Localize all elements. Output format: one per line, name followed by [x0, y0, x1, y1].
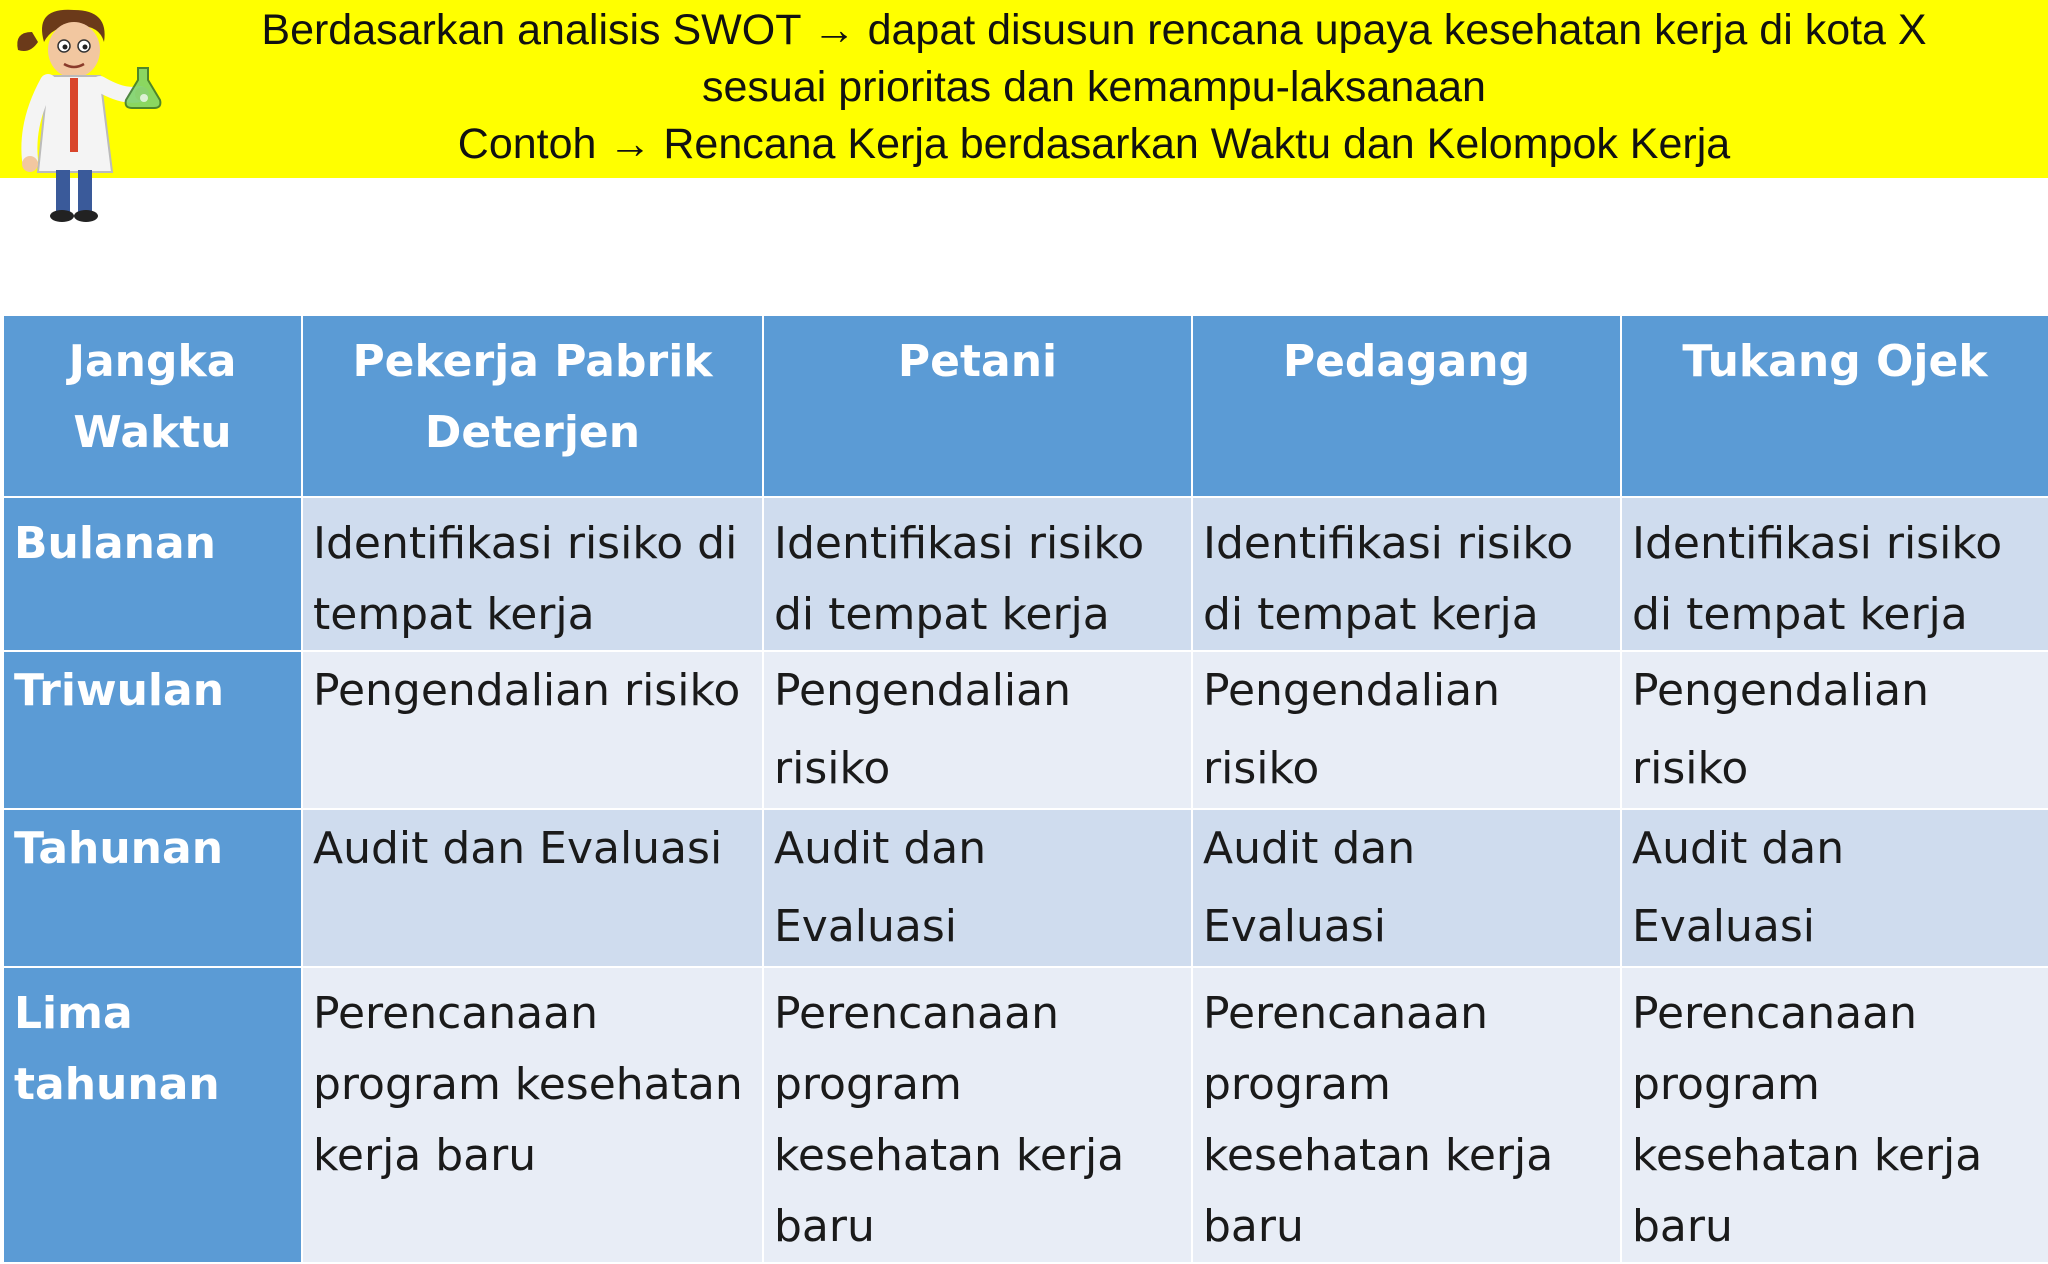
table-cell: Perencanaan program kesehatan kerja baru — [763, 967, 1192, 1263]
table-cell: Identifikasi risiko di tempat kerja — [1621, 497, 2048, 651]
header-pedagang: Pedagang — [1192, 315, 1621, 497]
banner-line-1: Berdasarkan analisis SWOT → dapat disusun rencana upaya kesehatan kerja di kota X — [261, 6, 1927, 54]
row-label: Triwulan — [3, 651, 302, 809]
table-cell: Audit dan Evaluasi — [302, 809, 763, 967]
table-cell: Identifikasi risiko di tempat kerja — [302, 497, 763, 651]
row-label: Bulanan — [3, 497, 302, 651]
table-row — [3, 651, 2048, 809]
header-tukang-ojek: Tukang Ojek — [1621, 315, 2048, 497]
banner-line-3: Contoh → Rencana Kerja berdasarkan Waktu dan Kelompok Kerja — [457, 120, 1731, 168]
row-label: Tahunan — [3, 809, 302, 967]
table-cell: Pengendalian risiko — [763, 651, 1192, 809]
table-cell: Perencanaan program kesehatan kerja baru — [1192, 967, 1621, 1263]
table-cell: Audit dan Evaluasi — [1621, 809, 2048, 967]
header-jangka-waktu: Jangka Waktu — [3, 315, 302, 497]
header-pekerja-pabrik: Pekerja Pabrik Deterjen — [302, 315, 763, 497]
table-header-row — [3, 315, 2048, 497]
scientist-with-flask-icon — [4, 2, 174, 228]
table-row — [3, 497, 2048, 651]
table-cell: Identifikasi risiko di tempat kerja — [1192, 497, 1621, 651]
title-banner — [0, 0, 2048, 178]
header-petani: Petani — [763, 315, 1192, 497]
table-cell: Pengendalian risiko — [302, 651, 763, 809]
table-cell: Audit dan Evaluasi — [763, 809, 1192, 967]
row-label: Lima tahunan — [3, 967, 302, 1263]
table-cell: Perencanaan program kesehatan kerja baru — [302, 967, 763, 1263]
table-cell: Perencanaan program kesehatan kerja baru — [1621, 967, 2048, 1263]
banner-line-2: sesuai prioritas dan kemampu-laksanaan — [702, 63, 1486, 111]
table-cell: Pengendalian risiko — [1621, 651, 2048, 809]
table-cell: Audit dan Evaluasi — [1192, 809, 1621, 967]
banner-text — [140, 0, 2048, 173]
table-row — [3, 967, 2048, 1263]
table-row — [3, 809, 2048, 967]
table-cell: Pengendalian risiko — [1192, 651, 1621, 809]
table-cell: Identifikasi risiko di tempat kerja — [763, 497, 1192, 651]
work-plan-table — [2, 314, 2048, 1264]
